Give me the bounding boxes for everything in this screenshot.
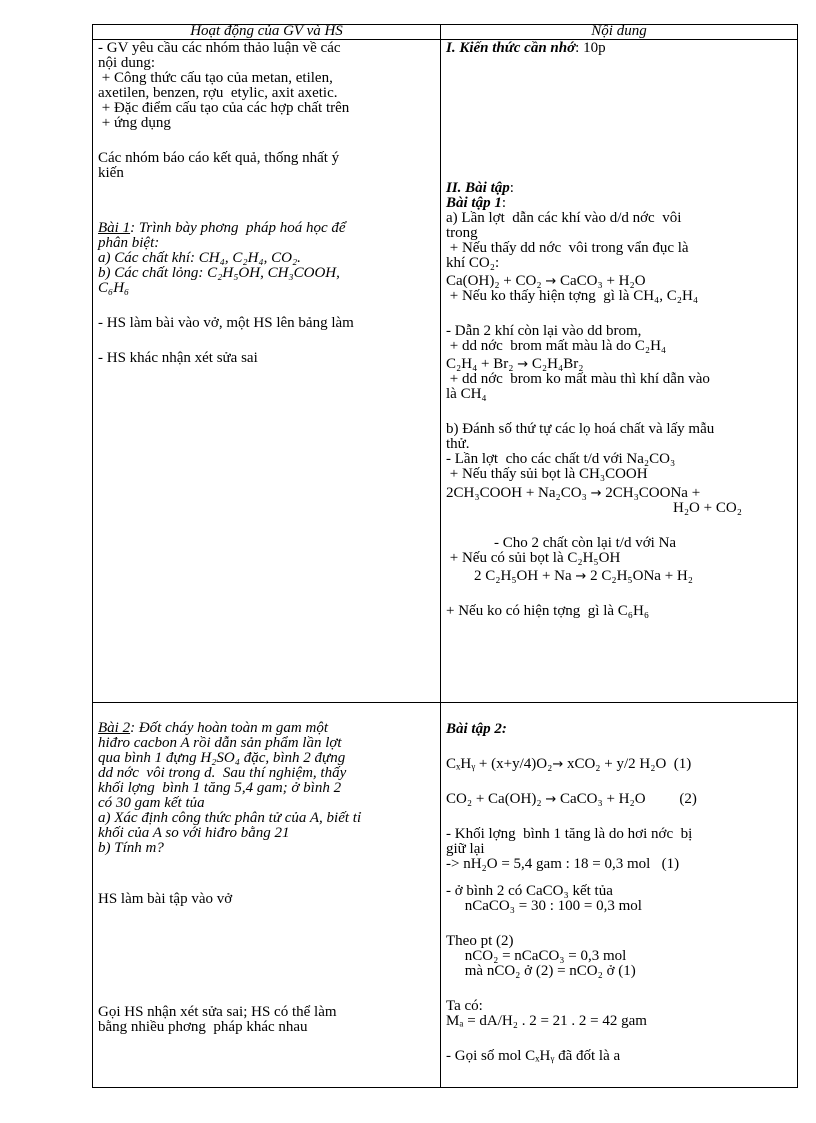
equation bbox=[446, 274, 796, 289]
exercise1-label: Bài 1 bbox=[98, 220, 131, 236]
text-line: - Khối lợng bình 1 tăng là do hơi nớc bị bbox=[446, 826, 693, 842]
text-line: - ở bình 2 có CaCO₃ kết tủa bbox=[446, 883, 613, 899]
text-line: bằng nhiều phơng pháp khác nhau bbox=[98, 1019, 308, 1035]
section2-heading bbox=[446, 181, 796, 196]
left-cell-row2 bbox=[98, 721, 438, 1035]
exercise2-label: Bài 2 bbox=[98, 720, 131, 736]
equation bbox=[446, 357, 796, 372]
text-line: + Nếu ko có hiện tợng gì là C₆H₆ bbox=[446, 603, 650, 619]
exercise1-title bbox=[446, 196, 796, 211]
text-line: - Gọi số mol CₓHᵧ đã đốt là a bbox=[446, 1048, 621, 1064]
row-divider bbox=[93, 702, 797, 703]
equation-right: xCO₂ + y/2 H₂O (1) bbox=[566, 756, 692, 772]
text-line: - HS khác nhận xét sửa sai bbox=[98, 350, 258, 366]
text-line: trong bbox=[446, 225, 478, 241]
text-line: Gọi HS nhận xét sửa sai; HS có thể làm bbox=[98, 1004, 337, 1020]
text-line: - Lần lợt cho các chất t/d với Na₂CO₃ bbox=[446, 451, 676, 467]
section1-text: : 10p bbox=[575, 40, 606, 56]
text-line: b) Các chất lỏng: C₂H₅OH, CH₃COOH, bbox=[98, 265, 340, 281]
text-line: Theo pt (2) bbox=[446, 933, 514, 949]
text-line: a) Xác định công thức phân tử của A, biết tỉ bbox=[98, 810, 362, 826]
exercise1-title-text: : bbox=[501, 195, 507, 211]
text-line: + dd nớc brom ko mất màu thì khí dẫn vào bbox=[446, 371, 710, 387]
text-line: Các nhóm báo cáo kết quả, thống nhất ý bbox=[98, 150, 340, 166]
text-line: -> nH₂O = 5,4 gam : 18 = 0,3 mol (1) bbox=[446, 856, 680, 872]
exercise1-title-label: Bài tập 1 bbox=[446, 195, 502, 211]
text-line: + Nếu có sủi bọt là C₂H₅OH bbox=[446, 550, 621, 566]
text-line: - GV yêu cầu các nhóm thảo luận về các bbox=[98, 40, 341, 56]
text-line: + dd nớc brom mất màu là do C₂H₄ bbox=[446, 338, 667, 354]
equation bbox=[446, 792, 796, 807]
text-line: dd nớc vôi trong d. Sau thí nghiệm, thấy bbox=[98, 765, 347, 781]
arrow-icon: → bbox=[517, 357, 529, 372]
section2-text: : bbox=[509, 180, 514, 196]
header-right: Nội dung bbox=[591, 23, 647, 39]
exercise2-heading bbox=[98, 721, 438, 736]
text-line: Ta có: bbox=[446, 998, 483, 1014]
equation-right: C₂H₄Br₂ bbox=[531, 356, 584, 372]
text-line: khối của A so với hiđro bằng 21 bbox=[98, 825, 290, 841]
exercise1-heading bbox=[98, 221, 438, 236]
equation-continuation: H₂O + CO₂ bbox=[673, 500, 742, 516]
equation-left: CₓHᵧ + (x+y/4)O₂ bbox=[446, 756, 553, 772]
text-line: + ứng dụng bbox=[98, 115, 171, 131]
text-line: a) Các chất khí: CH₄, C₂H₄, CO₂. bbox=[98, 250, 301, 266]
text-line: Mₐ = dA/H₂ . 2 = 21 . 2 = 42 gam bbox=[446, 1013, 647, 1029]
text-line: b) Đánh số thứ tự các lọ hoá chất và lấy mẫu bbox=[446, 421, 715, 437]
text-line: hiđro cacbon A rồi dẫn sản phẩm lần lợt bbox=[98, 735, 342, 751]
text-line: mà nCO₂ ở (2) = nCO₂ ở (1) bbox=[446, 963, 636, 979]
text-line: phân biệt: bbox=[98, 235, 160, 251]
left-cell-row1 bbox=[98, 41, 438, 366]
text-line: khí CO₂: bbox=[446, 255, 500, 271]
text-line: + Công thức cấu tạo của metan, etilen, bbox=[98, 70, 333, 86]
arrow-icon: → bbox=[575, 569, 587, 584]
equation-right: 2CH₃COONa + bbox=[605, 485, 701, 501]
text-line: giữ lại bbox=[446, 841, 485, 857]
arrow-icon: → bbox=[552, 757, 564, 772]
equation bbox=[446, 486, 796, 501]
equation-right: CaCO₃ + H₂O (2) bbox=[559, 791, 697, 807]
text-line: qua bình 1 đựng H₂SO₄ đặc, bình 2 đựng bbox=[98, 750, 346, 766]
text-line: HS làm bài tập vào vở bbox=[98, 891, 233, 907]
text-line: C₆H₆ bbox=[98, 280, 130, 296]
equation-left: C₂H₄ + Br₂ bbox=[446, 356, 514, 372]
text-line: a) Lần lợt dẫn các khí vào d/d nớc vôi bbox=[446, 210, 682, 226]
section2-label: II. Bài tập bbox=[446, 180, 510, 196]
equation bbox=[446, 757, 796, 772]
text-line: nCO₂ = nCaCO₃ = 0,3 mol bbox=[446, 948, 627, 964]
section1-heading bbox=[446, 41, 796, 56]
text-line: axetilen, benzen, rợu etylic, axit axetic. bbox=[98, 85, 338, 101]
header-left: Hoạt động của GV và HS bbox=[190, 23, 343, 39]
equation-right: CaCO₃ + H₂O bbox=[559, 273, 646, 289]
text-line: khối lợng bình 1 tăng 5,4 gam; ở bình 2 bbox=[98, 780, 342, 796]
right-cell-row2 bbox=[446, 722, 796, 1064]
text-line: - Dẫn 2 khí còn lại vào dd brom, bbox=[446, 323, 642, 339]
section1-label: I. Kiến thức cần nhớ bbox=[446, 40, 576, 56]
exercise2-title: Bài tập 2: bbox=[446, 721, 507, 737]
exercise1-text: : Trình bày phơng pháp hoá học để bbox=[130, 220, 346, 236]
text-line: - HS làm bài vào vở, một HS lên bảng làm bbox=[98, 315, 354, 331]
equation-left: 2CH₃COOH + Na₂CO₃ bbox=[446, 485, 587, 501]
text-line: có 30 gam kết tủa bbox=[98, 795, 205, 811]
arrow-icon: → bbox=[545, 792, 557, 807]
equation bbox=[446, 569, 796, 584]
equation-left: CO₂ + Ca(OH)₂ bbox=[446, 791, 542, 807]
text-line: b) Tính m? bbox=[98, 840, 164, 856]
text-line: + Nếu thấy sủi bọt là CH₃COOH bbox=[446, 466, 648, 482]
text-line: + Đặc điểm cấu tạo của các hợp chất trên bbox=[98, 100, 350, 116]
equation-left: Ca(OH)₂ + CO₂ bbox=[446, 273, 542, 289]
text-line: + Nếu thấy dd nớc vôi trong vẩn đục là bbox=[446, 240, 689, 256]
content-table bbox=[92, 24, 798, 1088]
right-cell-row1 bbox=[446, 41, 796, 619]
exercise2-text: : Đốt cháy hoàn toàn m gam một bbox=[130, 720, 328, 736]
text-line: - Cho 2 chất còn lại t/d với Na bbox=[494, 535, 677, 551]
column-divider bbox=[440, 25, 441, 1087]
text-line: nội dung: bbox=[98, 55, 156, 71]
text-line: nCaCO₃ = 30 : 100 = 0,3 mol bbox=[446, 898, 642, 914]
equation-left: 2 C₂H₅OH + Na bbox=[474, 568, 572, 584]
text-line: thử. bbox=[446, 436, 470, 452]
text-line: + Nếu ko thấy hiện tợng gì là CH₄, C₂H₄ bbox=[446, 288, 699, 304]
arrow-icon: → bbox=[545, 274, 557, 289]
text-line: là CH₄ bbox=[446, 386, 487, 402]
text-line: kiến bbox=[98, 165, 124, 181]
equation-right: 2 C₂H₅ONa + H₂ bbox=[590, 568, 693, 584]
arrow-icon: → bbox=[590, 486, 602, 501]
